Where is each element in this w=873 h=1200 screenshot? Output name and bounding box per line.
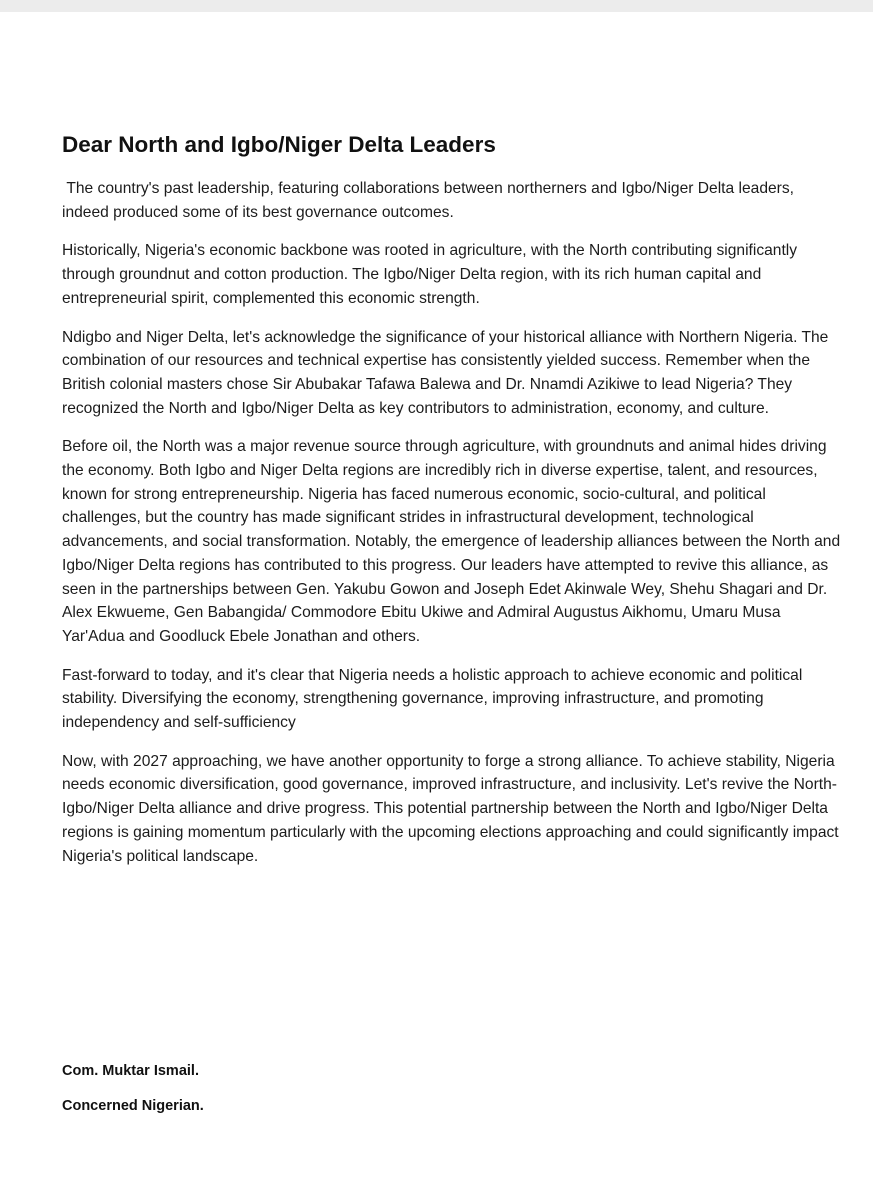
signature-name: Com. Muktar Ismail. [62,1063,199,1079]
signature-role: Concerned Nigerian. [62,1098,204,1114]
paragraph-5: Fast-forward to today, and it's clear that Nigeria needs a holistic approach to achieve economic and political stability. Diversifying the economy, strengthening governance, improving infrastructure, and promoting independency and self-sufficiency [62,666,803,732]
paragraph-3: Ndigbo and Niger Delta, let's acknowledge the significance of your historical alliance with Northern Nigeria. The combination of our resources and technical expertise has consistently yielded success. Remember when the British colonial masters chose Sir Abubakar Tafawa Balewa and Dr. Nnamdi Azikiwe to lead Nigeria? They recognized the North and Igbo/Niger Delta as key contributors to administration, economy, and culture. [62,328,829,417]
top-bar [0,0,873,12]
signature-block [62,1063,662,1133]
letter-body [62,132,842,883]
paragraph-6: Now, with 2027 approaching, we have another opportunity to forge a strong alliance. To achieve stability, Nigeria needs economic diversification, good governance, improved infrastructure, and inclusivity. Let's revive the North-Igbo/Niger Delta alliance and drive progress. This potential partnership between the North and Igbo/Niger Delta regions is gaining momentum particularly with the upcoming elections approaching and could significantly impact Nigeria's political landscape. [62,752,839,865]
paragraph-2: Historically, Nigeria's economic backbone was rooted in agriculture, with the North contributing significantly through groundnut and cotton production. The Igbo/Niger Delta region, with its rich human capital and entrepreneurial spirit, complemented this economic strength. [62,242,798,307]
paragraph-4: Before oil, the North was a major revenue source through agriculture, with groundnuts and animal hides driving the economy. Both Igbo and Niger Delta regions are incredibly rich in diverse expertise, talent, and resources, known for strong entrepreneurship. Nigeria has faced numerous economic, socio-cultural, and political challenges, but the country has made significant strides in infrastructural development, technological advancements, and social transformation. Notably, the emergence of leadership alliances between the North and Igbo/Niger Delta regions has contributed to this progress. Our leaders have attempted to revive this alliance, as seen in the partnerships between Gen. Yakubu Gowon and Joseph Edet Akinwale Wey, Shehu Shagari and Dr. Alex Ekwueme, Gen Babangida/ Commodore Ebitu Ukiwe and Admiral Augustus Aikhomu, Umaru Musa Yar'Adua and Goodluck Ebele Jonathan and others. [62,438,841,645]
paragraph-1: The country's past leadership, featuring collaborations between northerners and Igbo/Niger Delta leaders, indeed produced some of its best governance outcomes. [62,180,799,221]
letter-title: Dear North and Igbo/Niger Delta Leaders [62,132,496,157]
